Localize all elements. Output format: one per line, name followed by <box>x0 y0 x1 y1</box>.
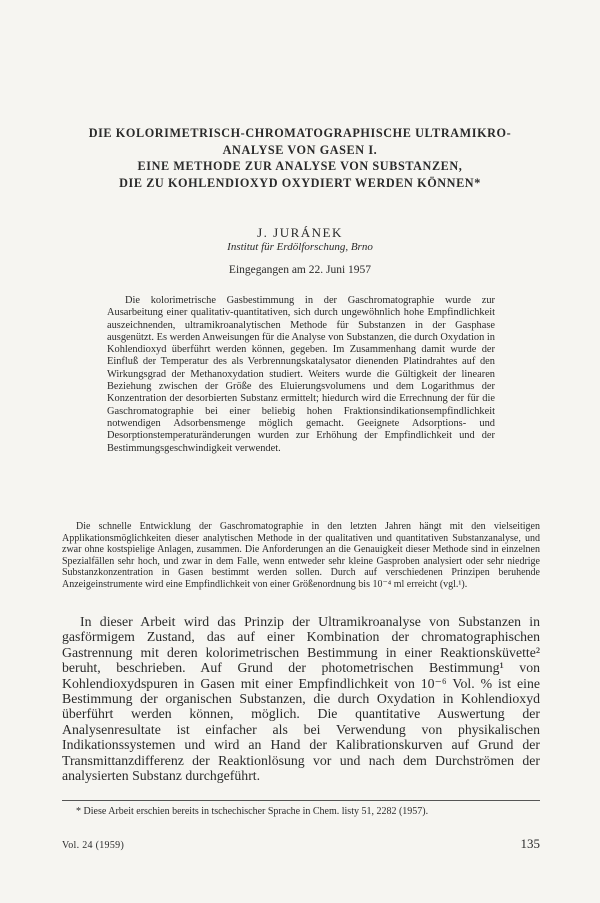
intro-text: Die schnelle Entwicklung der Gaschromatographie in den letzten Jahren hängt mit den vielseitigen Applikationsmöglichkeiten dieser analytischen Methode in der qualitativen und quantitativen Substanzanalyse, und zwar ohne kostspielige Anlagen, zusammen. Die Anforderungen an die Genauigkeit dieser Methode sind in einzelnen Spezialfällen sehr hoch, und zwar in dem Falle, wenn entweder sehr kleine Gasproben analysiert oder sehr niedrige Substanzkonzentration in Gasen bestimmt werden sollen. Durch auf verschiedenen Prinzipen beruhende Anzeigeinstrumente wird eine Empfindlichkeit von einer Größenordnung bis 10⁻⁴ ml erreicht (vgl.¹). <box>62 521 540 590</box>
main-paragraph <box>62 614 540 783</box>
article-title <box>60 125 540 191</box>
title-line-3: EINE METHODE ZUR ANALYSE VON SUBSTANZEN, <box>137 159 463 173</box>
author: J. JURÁNEK <box>257 225 343 240</box>
footnote: * Diese Arbeit erschien bereits in tschechischer Sprache in Chem. listy 51, 2282 (1957). <box>76 806 429 817</box>
volume-label: Vol. 24 (1959) <box>62 840 125 851</box>
intro-paragraph <box>62 521 540 591</box>
abstract <box>107 295 495 455</box>
page-number: 135 <box>520 836 540 851</box>
received-date: Eingegangen am 22. Juni 1957 <box>228 264 372 276</box>
title-line-4: DIE ZU KOHLENDIOXYD OXYDIERT WERDEN KÖNNEN* <box>119 175 481 190</box>
institute: Institut für Erdölforschung, Brno <box>227 241 373 253</box>
footnote-divider <box>62 800 540 801</box>
title-line-1: DIE KOLORIMETRISCH-CHROMATOGRAPHISCHE ULTRAMIKRO- <box>88 126 512 140</box>
title-line-2: ANALYSE VON GASEN I. <box>222 142 378 157</box>
abstract-text: Die kolorimetrische Gasbestimmung in der Gaschromatographie wurde zur Ausarbeitung einer qualitativ-quantitativen, sich durch ungewöhnlich hohe Empfindlichkeit auszeichnenden, ultramikroanalytischen Methode für Substanzen in der Gasphase ausgenützt. Es werden Anweisungen für die Analyse von Substanzen, die durch Oxydation in Kohlendioxyd überführt werden können, gegeben. Im Zusammenhang damit wurde der Einfluß der Temperatur des als Verbrennungskatalysator dienenden Platindrahtes auf den Wirkungsgrad der Methanoxydation studiert. Weiters wurde die Gültigkeit der linearen Beziehung zwischen der Größe des Eluierungsvolumens und dem Logarithmus der Konzentration der desorbierten Substanz ermittelt; hiedurch wird die Errechnung der für die Gaschromatographie bei einer beliebig hohen Fraktionsindikationsempfindlichkeit notwendigen Adsorbensmenge möglich gemacht. Geeignete Adsorptions- und Desorptionstemperaturänderungen wurden zur Erhöhung der Empfindlichkeit und der Bestimmungsgeschwindigkeit verwendet. <box>107 295 495 454</box>
main-text: In dieser Arbeit wird das Prinzip der Ultramikroanalyse von Substanzen in gasförmigem Zustand, das auf einer Kombination der chromatographischen Gastrennung mit deren kolorimetrischen Bestimmung in einer Reaktionsküvette² beruht, beschrieben. Auf Grund der photometrischen Bestimmung¹ von Kohlendioxydspuren in Gasen mit einer Empfindlichkeit von 10⁻⁶ Vol. % ist eine Bestimmung der organischen Substanzen, die durch Oxydation in Kohlendioxyd überführt werden können, möglich. Die quantitative Auswertung der Analysenresultate ist einfacher als bei Verwendung von physikalischen Indikationssystemen und wird an Hand der Kalibrationskurven auf Grund der Transmittanzdifferenz der Reaktionlösung vor und nach dem Durchströmen der analysierten Substanz durchgeführt. <box>62 614 540 784</box>
